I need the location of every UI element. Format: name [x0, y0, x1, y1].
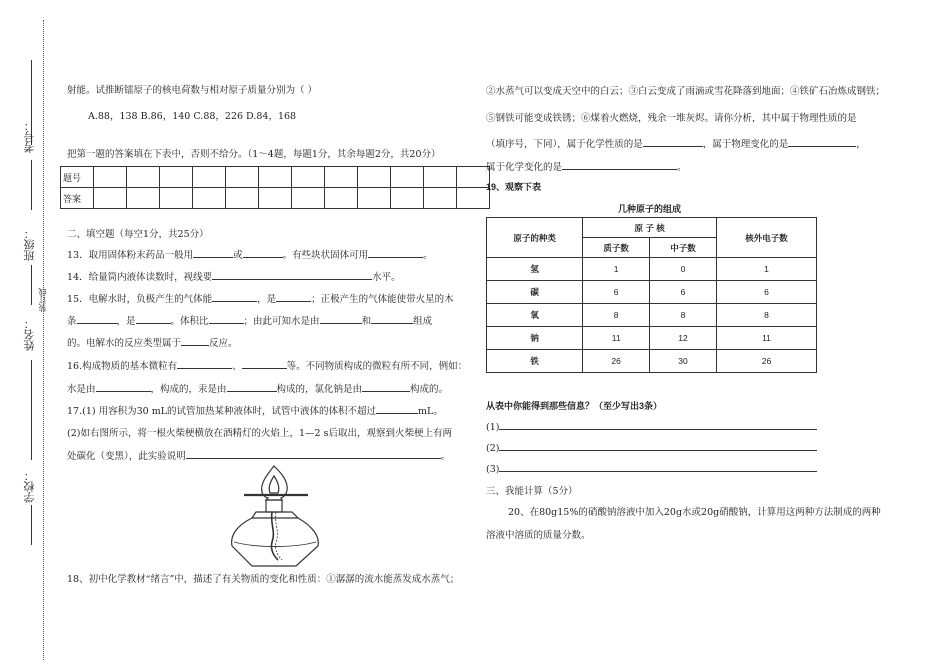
answer-grid-row-answer — [61, 188, 490, 209]
answer-cell[interactable] — [424, 188, 457, 209]
q15-line3 — [67, 335, 238, 349]
q19-title: 19、观察下表 — [486, 182, 542, 192]
q15-text: 15．电解水时，负极产生的气体能 — [67, 294, 213, 305]
th-electrons: 核外电子数 — [716, 218, 816, 258]
q16-text: 构成的，氯化钠是由 — [276, 384, 363, 395]
blank[interactable] — [276, 291, 311, 302]
q17-text: 。 — [440, 451, 451, 462]
th-neutrons: 中子数 — [650, 238, 717, 258]
th-nucleus: 原 子 核 — [583, 218, 717, 238]
name-line-bottom — [31, 360, 32, 460]
q15-text: 组成 — [413, 316, 433, 327]
table-row — [487, 281, 817, 304]
q18-text: ， — [856, 139, 866, 150]
answer-grid-header: 题号 — [61, 167, 94, 188]
q18-text: 属于化学变化的是 — [486, 162, 563, 173]
cell-electrons: 6 — [716, 281, 816, 304]
q17-text: 处碳化（变黑），此实验说明 — [67, 451, 186, 462]
q16-text: 构成的。 — [410, 384, 449, 395]
blank[interactable] — [227, 381, 277, 392]
answer-cell[interactable] — [391, 188, 424, 209]
table-row — [487, 327, 817, 350]
answer-cell[interactable] — [160, 188, 193, 209]
q13-text: 。有些块状固体可用 — [282, 250, 369, 261]
answer-cell[interactable] — [424, 167, 457, 188]
q14-text: 水平。 — [372, 272, 401, 283]
blank[interactable] — [788, 136, 856, 147]
info-question: 从表中你能得到那些信息？（至少写出3条） — [486, 401, 663, 411]
answer-cell[interactable] — [94, 167, 127, 188]
blank[interactable] — [320, 313, 362, 324]
answer-cell[interactable] — [325, 188, 358, 209]
q20-line2: 溶液中溶质的质量分数。 — [486, 530, 591, 541]
q17-text: 17.(1) 用容积为30 mL的试管加热某种液体时，试管中液体的体积不超过 — [67, 406, 377, 417]
q18-stem: 18、初中化学教材“绪言”中，描述了有关物质的变化和性质：①潺潺的流水能蒸发成水蒸气； — [67, 574, 460, 585]
answer-cell[interactable] — [259, 188, 292, 209]
blank[interactable] — [177, 358, 232, 369]
cell-neutrons: 6 — [650, 281, 717, 304]
blank[interactable] — [643, 136, 703, 147]
cell-atom-name: 氢 — [487, 258, 583, 281]
q13 — [67, 247, 433, 261]
answer-cell[interactable] — [127, 167, 160, 188]
q16-text: 16.构成物质的基本微粒有 — [67, 361, 178, 372]
q15-text: 反应。 — [209, 338, 238, 349]
cell-protons: 6 — [583, 281, 650, 304]
student-no-label: 考号： — [23, 120, 36, 153]
answer-cell[interactable] — [292, 167, 325, 188]
q15-text: 的。电解水的反应类型属于 — [67, 338, 182, 349]
section-3-title: 三、我能计算（5分） — [486, 486, 578, 497]
answer-grid — [60, 166, 490, 209]
q16-text: 、 — [232, 361, 242, 372]
q17-part2-line1: (2)如右图所示，将一根火柴梗横放在酒精灯的火焰上，1—2 s后取出，观察到火柴梗上有两 — [67, 428, 452, 439]
answer-cell[interactable] — [292, 188, 325, 209]
q16-text: 等。不同物质构成的微粒有所不同，例如： — [286, 361, 468, 372]
q13-text: 或 — [233, 250, 243, 261]
q18-cont-line3 — [486, 136, 866, 150]
q15-text: ，是 — [257, 294, 277, 305]
blank[interactable] — [368, 247, 423, 258]
school-line — [31, 505, 32, 545]
name-label: 姓名： — [23, 318, 36, 351]
cell-protons: 8 — [583, 304, 650, 327]
q18-text: 。 — [677, 162, 687, 173]
answer-cell[interactable] — [457, 188, 490, 209]
alcohol-lamp-illustration — [226, 462, 326, 568]
blank[interactable] — [499, 440, 817, 451]
q15-text: 和 — [361, 316, 372, 327]
q15-text: ；正极产生的气体能使带火星的木 — [311, 294, 454, 305]
q15-text: 条 — [67, 316, 77, 327]
q17-part1 — [67, 403, 443, 417]
blank[interactable] — [77, 313, 117, 324]
q16-text: 水是由 — [67, 384, 96, 395]
table-row — [487, 304, 817, 327]
q18-text: ，属于物理变化的是 — [702, 139, 789, 150]
blank[interactable] — [96, 381, 151, 392]
cell-atom-name: 铁 — [487, 350, 583, 373]
answer-cell[interactable] — [193, 188, 226, 209]
q14 — [67, 269, 401, 283]
cell-electrons: 1 — [716, 258, 816, 281]
answer-cell[interactable] — [325, 167, 358, 188]
cell-atom-name: 氧 — [487, 304, 583, 327]
cell-neutrons: 8 — [650, 304, 717, 327]
answer-cell[interactable] — [193, 167, 226, 188]
answer-cell[interactable] — [358, 167, 391, 188]
q14-text: 14．给量筒内液体读数时，视线要 — [67, 272, 213, 283]
cell-protons: 26 — [583, 350, 650, 373]
table-row — [487, 258, 817, 281]
cell-electrons: 11 — [716, 327, 816, 350]
answer-grid-header: 答案 — [61, 188, 94, 209]
info-answer-1 — [486, 419, 817, 433]
answer-cell[interactable] — [127, 188, 160, 209]
q18-cont-line2: ⑤钢铁可能变成铁锈；⑥煤着火燃烧，残余一堆灰烬。请你分析，其中属于物理性质的是 — [486, 113, 857, 124]
blank[interactable] — [243, 247, 283, 258]
blank[interactable] — [212, 269, 372, 280]
blank[interactable] — [371, 313, 413, 324]
atom-table-title: 几种原子的组成 — [618, 204, 682, 214]
q15-text: ，是 — [116, 316, 136, 327]
blank[interactable] — [181, 335, 209, 346]
binding-dotted-line — [43, 20, 44, 660]
q13-text: 13．取用固体粉末药品一般用 — [67, 250, 194, 261]
q17-part2-line2 — [67, 448, 450, 462]
table-row — [487, 350, 817, 373]
section-2-title: 二、填空题（每空1分，共25分） — [67, 229, 209, 240]
q-radium-options: A.88，138 B.86，140 C.88，226 D.84，168 — [88, 111, 297, 122]
cell-protons: 1 — [583, 258, 650, 281]
school-label: 学校： — [23, 470, 36, 503]
blank[interactable] — [136, 313, 171, 324]
answer-grid-row-number — [61, 167, 490, 188]
seal-line-label: 装订线 — [38, 288, 47, 312]
blank[interactable] — [499, 461, 817, 472]
answer-cell[interactable] — [391, 167, 424, 188]
answer-cell[interactable] — [94, 188, 127, 209]
q18-cont-line4 — [486, 159, 687, 173]
cell-electrons: 8 — [716, 304, 816, 327]
atom-table-header-row — [487, 218, 817, 238]
cell-atom-name: 碳 — [487, 281, 583, 304]
atom-composition-table — [486, 217, 817, 373]
answer-cell[interactable] — [358, 188, 391, 209]
q20-line1: 20、在80g15%的硝酸钠溶液中加入20g水或20g硝酸钠，计算用这两种方法制成的两种 — [508, 507, 881, 518]
q-radium-stem: 射能。试推断镭原子的核电荷数与相对原子质量分别为（ ） — [67, 85, 318, 96]
blank[interactable] — [209, 313, 244, 324]
cell-protons: 11 — [583, 327, 650, 350]
class-line — [31, 160, 32, 210]
answer-cell[interactable] — [226, 167, 259, 188]
blank[interactable] — [242, 358, 287, 369]
q15-text: ；由此可知水是由 — [243, 316, 320, 327]
info-label: (3) — [486, 464, 500, 475]
cell-neutrons: 30 — [650, 350, 717, 373]
q16-line1 — [67, 358, 467, 372]
q16-line2 — [67, 381, 448, 395]
blank[interactable] — [186, 448, 441, 459]
answer-cell[interactable] — [226, 188, 259, 209]
answer-instruction: 把第一题的答案填在下表中，否则不给分。（1～4题，每题1分，其余每题2分，共20分） — [67, 149, 441, 160]
blank[interactable] — [376, 403, 418, 414]
blank[interactable] — [212, 291, 257, 302]
cell-neutrons: 12 — [650, 327, 717, 350]
answer-cell[interactable] — [259, 167, 292, 188]
q16-text: ，构成的，汞是由 — [150, 384, 227, 395]
q18-text: （填序号，下同），属于化学性质的是 — [486, 139, 643, 150]
q18-cont-line1: ②水蒸气可以变成天空中的白云；③白云变成了雨滴或雪花降落到地面；④铁矿石冶炼成钢铁； — [486, 86, 886, 97]
blank[interactable] — [193, 247, 233, 258]
name-line-top — [31, 265, 32, 305]
th-atom-kind: 原子的种类 — [487, 218, 583, 258]
blank[interactable] — [562, 159, 677, 170]
info-label: (2) — [486, 443, 500, 454]
q15-text: 。体积比 — [170, 316, 209, 327]
q15-line2 — [67, 313, 432, 327]
q13-text: 。 — [423, 250, 433, 261]
answer-cell[interactable] — [160, 167, 193, 188]
blank[interactable] — [499, 419, 817, 430]
cell-electrons: 26 — [716, 350, 816, 373]
q17-text: mL。 — [418, 406, 443, 417]
info-answer-2 — [486, 440, 817, 454]
binding-margin — [0, 0, 60, 671]
answer-cell[interactable] — [457, 167, 490, 188]
blank[interactable] — [362, 381, 410, 392]
info-label: (1) — [486, 422, 500, 433]
q15-line1 — [67, 291, 454, 305]
info-answer-3 — [486, 461, 817, 475]
class-label: 班级： — [23, 228, 36, 261]
th-protons: 质子数 — [583, 238, 650, 258]
cell-atom-name: 钠 — [487, 327, 583, 350]
cell-neutrons: 0 — [650, 258, 717, 281]
